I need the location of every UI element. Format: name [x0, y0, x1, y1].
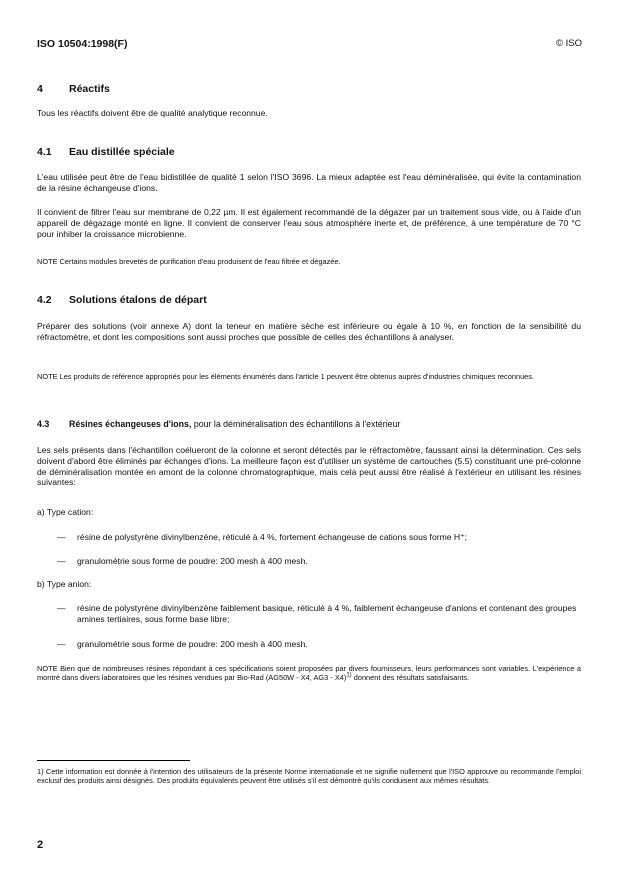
list-item: granulométrie sous forme de poudre: 200 mesh à 400 mesh. — [77, 639, 308, 649]
section-4-1-paragraph-2: Il convient de filtrer l'eau sur membrane de 0,22 µm. Il est également recommandé de la dégazer par un traitement sous vide, ou à l'aide d'un appareil de dégazage monté en ligne. Il convient de conserver l'eau sous atmosphère inerte et, de préférence, à une température de 70 °C pour inhiber la croissance microbienne. — [37, 207, 581, 239]
section-title: Solutions étalons de départ — [69, 294, 207, 306]
cation-type-label: a) Type cation: — [37, 507, 94, 517]
list-dash: — — [57, 532, 66, 542]
section-title-rest: pour la déminéralisation des échantillons à l'extérieur — [191, 419, 401, 429]
section-number: 4.3 — [37, 419, 50, 429]
list-item: résine de polystyrène divinylbenzène, réticulé à 4 %, fortement échangeuse de cations sous forme H⁺; — [77, 532, 468, 542]
list-dash: — — [57, 603, 66, 613]
list-item: granulométrie sous forme de poudre: 200 mesh à 400 mesh. — [77, 556, 308, 566]
note-text: NOTE Bien que de nombreuses résines répondant à ces spécifications soient proposées par divers fournisseurs, leurs performances sont variables. L'expérience a montré dans divers laboratoires que les résines vendues par Bio-Rad (AG50W - X4, AG3 - X4) — [37, 664, 581, 683]
section-title: Eau distillée spéciale — [69, 146, 175, 158]
section-4-2-heading — [37, 294, 207, 306]
page-number: 2 — [37, 839, 44, 851]
section-4-3-heading — [37, 419, 400, 429]
section-number: 4.1 — [37, 146, 52, 158]
anion-type-label: b) Type anion: — [37, 579, 92, 589]
list-dash: — — [57, 639, 66, 649]
section-number: 4 — [37, 83, 43, 95]
section-4-2-note: NOTE Les produits de référence appropriés pour les éléments énumérés dans l'article 1 peuvent être obtenus auprès d'industries chimiques reconnues. — [37, 372, 535, 381]
section-number: 4.2 — [37, 294, 52, 306]
section-4-1-paragraph-1: L'eau utilisée peut être de l'eau bidistillée de qualité 1 selon l'ISO 3696. La mieux adaptée est l'eau déminéralisée, qui évite la contamination de la résine échangeuse d'ions. — [37, 172, 581, 193]
section-4-1-note: NOTE Certains modules brevetés de purification d'eau produisent de l'eau filtrée et dégazée. — [37, 257, 341, 266]
list-dash: — — [57, 556, 66, 566]
section-title: Résines échangeuses d'ions, — [69, 419, 192, 429]
document-header-standard: ISO 10504:1998(F) — [37, 38, 128, 50]
section-4-3-note — [37, 664, 581, 683]
footnote: 1) Cette information est donnée à l'intention des utilisateurs de la présente Norme internationale et ne signifie nullement que l'ISO approuve ou recommande l'emploi exclusif des produits ainsi désignés. Des produits équivalents peuvent être utilisés s'il est démontré qu'ils conduisent aux mêmes résultats. — [37, 767, 581, 786]
note-text-end: donnent des résultats satisfaisants. — [351, 673, 470, 683]
list-item: résine de polystyrène divinylbenzène faiblement basique, réticulé à 4 %, faiblement échangeuse d'anions et contenant des groupes amines tertiaires, sous forme base libre; — [77, 603, 577, 624]
section-4-1-heading — [37, 146, 175, 158]
section-title: Réactifs — [69, 83, 110, 95]
section-4-heading — [37, 83, 110, 95]
footnote-separator — [37, 760, 190, 761]
section-4-2-paragraph: Préparer des solutions (voir annexe A) dont la teneur en matière sèche est inférieure ou égale à 10 %, en fonction de la sensibilité du réfractomètre, et dont les compositions sont aussi proches que possible de celles des échantillons à analyser. — [37, 321, 581, 342]
section-4-paragraph: Tous les réactifs doivent être de qualité analytique reconnue. — [37, 108, 268, 118]
footnote-reference[interactable]: 1) — [346, 672, 352, 679]
section-4-3-paragraph: Les sels présents dans l'échantillon coélueront de la colonne et seront détectés par le réfractomètre, faussant ainsi la détermination. Ces sels doivent d'abord être éliminés par échanges d'ions. La meilleure façon est d'utiliser un système de cartouches (5.5) constituant une pré-colonne de déminéralisation montée en amont de la colonne chromatographique, mais cela peut aussi être réalisé à l'extérieur en utilisant les résines suivantes: — [37, 445, 581, 488]
document-header-copyright: © ISO — [555, 38, 582, 49]
